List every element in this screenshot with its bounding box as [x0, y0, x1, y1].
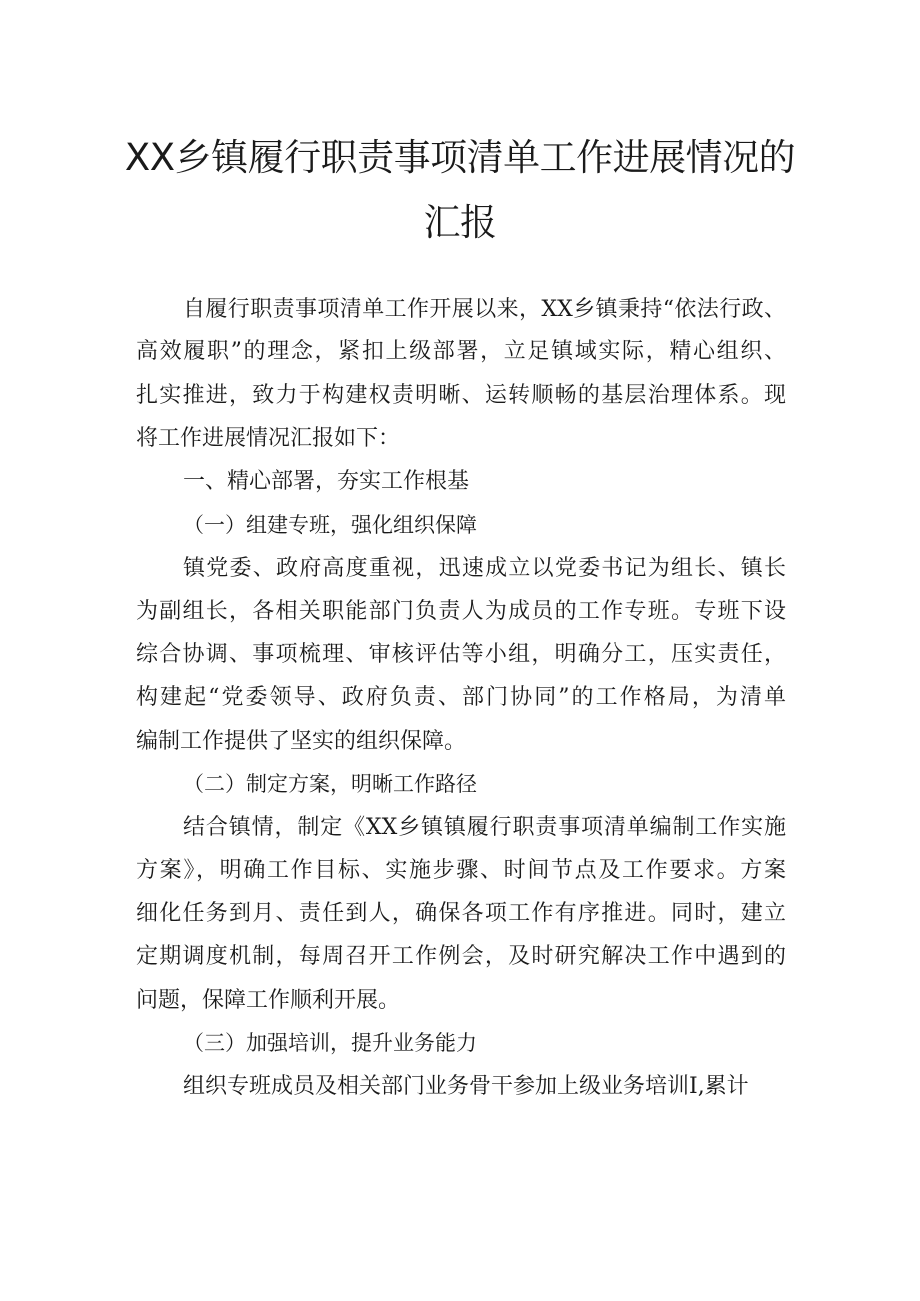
subsection-3-heading: （三）加强培训，提升业务能力 — [183, 1031, 477, 1055]
sub1-line-5: 编制工作提供了坚实的组织保障。 — [136, 729, 467, 754]
sub1-line-2: 为副组长，各相关职能部门负责人为成员的工作专班。专班下设 — [136, 599, 786, 624]
sub1-line-1: 镇党委、政府高度重视，迅速成立以党委书记为组长、镇长 — [183, 556, 786, 581]
sub2-line-5: 问题，保障工作顺利开展。 — [136, 988, 401, 1013]
subsection-2-heading: （二）制定方案，明晰工作路径 — [183, 772, 477, 796]
section-1-heading: 一、精心部署，夯实工作根基 — [183, 469, 470, 494]
sub2-line-4: 定期调度机制，每周召开工作例会，及时研究解决工作中遇到的 — [136, 944, 786, 969]
intro-line-3: 扎实推进，致力于构建权责明晰、运转顺畅的基层治理体系。现 — [136, 383, 786, 408]
intro-line-1: 自履行职责事项清单工作开展以来，XX乡镇秉持“依法行政、 — [183, 297, 786, 322]
sub1-line-3: 综合协调、事项梳理、审核评估等小组，明确分工，压实责任， — [136, 642, 786, 667]
intro-line-4: 将工作进展情况汇报如下： — [136, 426, 401, 451]
sub2-line-1: 结合镇情，制定《XX乡镇镇履行职责事项清单编制工作实施 — [183, 815, 786, 840]
intro-line-2: 高效履职”的理念，紧扣上级部署，立足镇域实际，精心组织、 — [136, 339, 786, 364]
sub2-line-3: 细化任务到月、责任到人，确保各项工作有序推进。同时，建立 — [136, 901, 786, 926]
document-title-line-1: XX乡镇履行职责事项清单工作进展情况的 — [124, 136, 796, 179]
document-title-line-2: 汇报 — [423, 201, 497, 244]
sub2-line-2: 方案》，明确工作目标、实施步骤、时间节点及工作要求。方案 — [136, 858, 786, 883]
sub1-line-4: 构建起“党委领导、政府负责、部门协同”的工作格局，为清单 — [136, 685, 786, 710]
sub3-line-1: 组织专班成员及相关部门业务骨干参加上级业务培训I,累计 — [183, 1074, 749, 1099]
subsection-1-heading: （一）组建专班，强化组织保障 — [183, 513, 477, 537]
